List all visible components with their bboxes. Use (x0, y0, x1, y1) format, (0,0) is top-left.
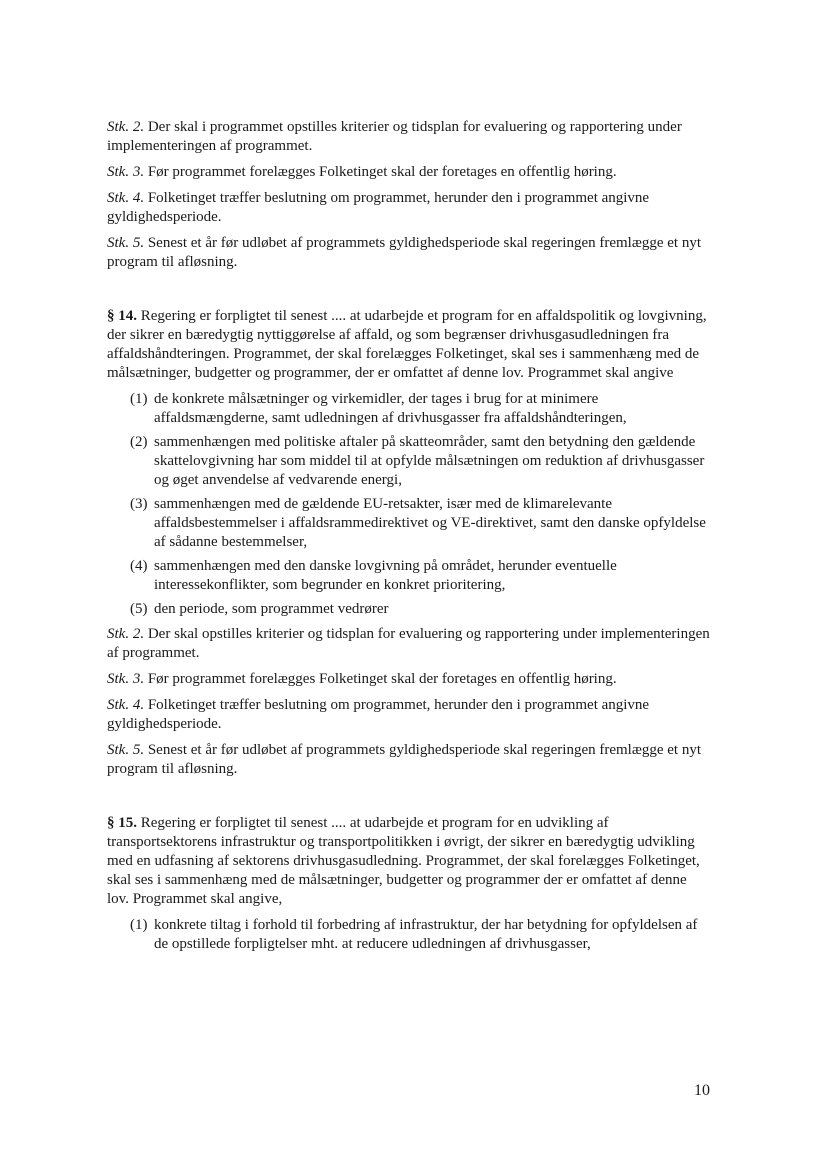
stk-paragraph (107, 696, 712, 734)
item-text: sammenhængen med de gældende EU-retsakter, især med de klimarelevante affaldsbestemmelser i affaldsrammedirektivet og VE-direktivet, samt den danske opfyldelse af sådanne bestemmelser, (154, 496, 706, 550)
stk-label: Stk. 3. (107, 671, 145, 687)
list-item (107, 557, 712, 595)
stk-label: Stk. 4. (107, 697, 145, 713)
document-page (107, 118, 712, 960)
item-text: konkrete tiltag i forhold til forbedring af infrastruktur, der har betydning for opfyldelsen af de opstillede forpligtelser mht. at reducere udledningen af drivhusgasser, (154, 917, 698, 952)
stk-paragraph (107, 234, 712, 272)
section-gap (107, 786, 712, 814)
stk-paragraph (107, 625, 712, 663)
list-item (107, 495, 712, 552)
item-number: (2) (130, 434, 148, 450)
stk-label: Stk. 2. (107, 119, 145, 135)
page-number: 10 (694, 1082, 710, 1099)
stk-text: Der skal i programmet opstilles kriterier og tidsplan for evaluering og rapportering under implementeringen af programmet. (107, 119, 682, 154)
list-item (107, 600, 712, 619)
item-text: de konkrete målsætninger og virkemidler, der tages i brug for at minimere affaldsmængderne, samt udledningen af drivhusgasser fra affaldshåndteringen, (154, 391, 627, 426)
item-number: (4) (130, 558, 148, 574)
item-text: sammenhængen med politiske aftaler på skatteområder, samt den betydning den gældende skattelovgivning har som middel til at opfylde målsætningen om reduktion af drivhusgasser og øget anvendelse af vedvarende energi, (154, 434, 705, 488)
item-number: (5) (130, 601, 148, 617)
section-gap (107, 279, 712, 307)
stk-text: Før programmet forelægges Folketinget skal der foretages en offentlig høring. (144, 671, 617, 687)
stk-label: Stk. 4. (107, 190, 145, 206)
section-15 (107, 814, 712, 954)
item-text: den periode, som programmet vedrører (154, 601, 389, 617)
item-number: (1) (130, 917, 148, 933)
list-item (107, 390, 712, 428)
list-item (107, 916, 712, 954)
stk-label: Stk. 2. (107, 626, 145, 642)
item-text: sammenhængen med den danske lovgivning på området, herunder eventuelle interessekonflikter, som begrunder en konkret prioritering, (154, 558, 617, 593)
section-intro (107, 814, 712, 909)
section-intro (107, 307, 712, 383)
item-number: (1) (130, 391, 148, 407)
stk-paragraph (107, 118, 712, 156)
stk-label: Stk. 5. (107, 742, 145, 758)
stk-paragraph (107, 163, 712, 182)
item-list (107, 916, 712, 954)
list-item (107, 433, 712, 490)
stk-text: Folketinget træffer beslutning om programmet, herunder den i programmet angivne gyldighedsperiode. (107, 697, 650, 732)
stk-label: Stk. 5. (107, 235, 145, 251)
item-list (107, 390, 712, 619)
item-number: (3) (130, 496, 148, 512)
section-label: § 14. (107, 308, 137, 324)
section-label: § 15. (107, 815, 137, 831)
stk-paragraph (107, 189, 712, 227)
stk-text: Senest et år før udløbet af programmets gyldighedsperiode skal regeringen fremlægge et nyt program til afløsning. (107, 742, 701, 777)
stk-text: Folketinget træffer beslutning om programmet, herunder den i programmet angivne gyldighedsperiode. (107, 190, 650, 225)
stk-text: Før programmet forelægges Folketinget skal der foretages en offentlig høring. (144, 164, 617, 180)
stk-label: Stk. 3. (107, 164, 145, 180)
stk-text: Der skal opstilles kriterier og tidsplan for evaluering og rapportering under implementeringen af programmet. (107, 626, 710, 661)
stk-block-top (107, 118, 712, 272)
stk-text: Senest et år før udløbet af programmets gyldighedsperiode skal regeringen fremlægge et nyt program til afløsning. (107, 235, 701, 270)
stk-paragraph (107, 670, 712, 689)
section-intro-text: Regering er forpligtet til senest .... at udarbejde et program for en udvikling af transportsektorens infrastruktur og transportpolitikken i øvrigt, der sikrer en bæredygtig udvikling med en udfasning af sektorens drivhusgasudledning. Programmet, der skal forelægges Folketinget, skal ses i sammenhæng med de målsætninger, budgetter og programmer der er omfattet af denne lov. Programmet skal angive, (107, 815, 700, 907)
section-intro-text: Regering er forpligtet til senest .... at udarbejde et program for en affaldspolitik og lovgivning, der sikrer en bæredygtig nyttiggørelse af affald, og som begrænser drivhusgasudledningen fra affaldshåndteringen. Programmet, der skal forelægges Folketinget, skal ses i sammenhæng med de målsætninger, budgetter og programmer, der er omfattet af denne lov. Programmet skal angive (107, 308, 707, 381)
stk-paragraph (107, 741, 712, 779)
section-14 (107, 307, 712, 779)
